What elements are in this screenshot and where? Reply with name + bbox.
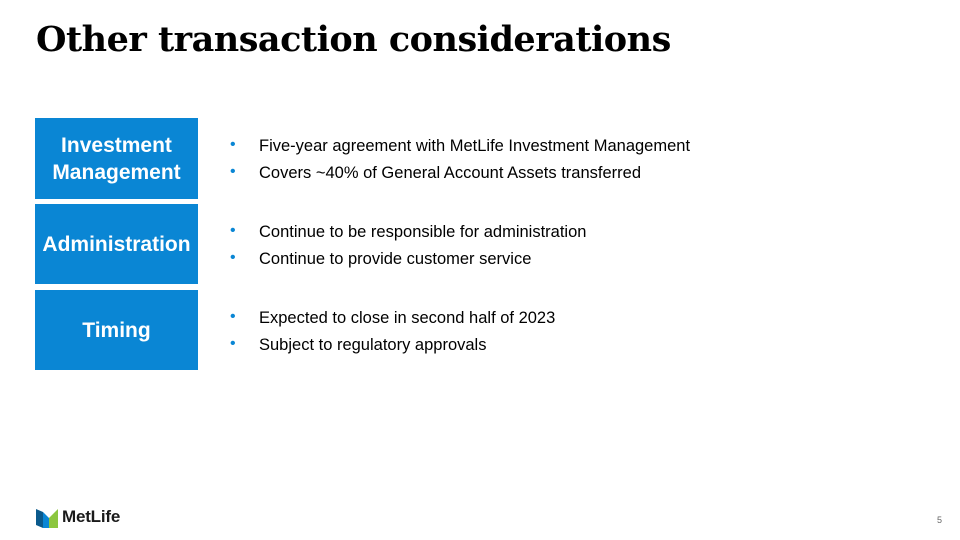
bullet-icon: • [230,222,236,239]
section-label-administration [35,204,198,284]
logo-text: MetLife [62,507,121,526]
section-label-timing [35,290,198,370]
bullet-icon: • [230,163,236,180]
section-label-line: Administration [42,232,191,256]
section-label-line: Investment [61,133,172,157]
page-title: Other transaction considerations [36,19,671,60]
metlife-m-icon [36,506,58,528]
section-label-line: Timing [82,318,151,342]
bullet-icon: • [230,136,236,153]
page-number: 5 [936,515,942,525]
bullet-icon: • [230,308,236,325]
bullet-text: Covers ~40% of General Account Assets transferred [259,164,641,182]
bullet-text: Expected to close in second half of 2023 [259,309,556,327]
bullet-icon: • [230,335,236,352]
bullet-text: Continue to be responsible for administration [259,223,587,241]
bullet-icon: • [230,249,236,266]
section-label-line: Management [52,160,181,184]
bullet-text: Continue to provide customer service [259,250,532,268]
bullet-text: Subject to regulatory approvals [259,336,487,354]
bullet-text: Five-year agreement with MetLife Investment Management [259,137,691,155]
section-label-investment-management [35,118,198,199]
metlife-logo [36,506,120,528]
